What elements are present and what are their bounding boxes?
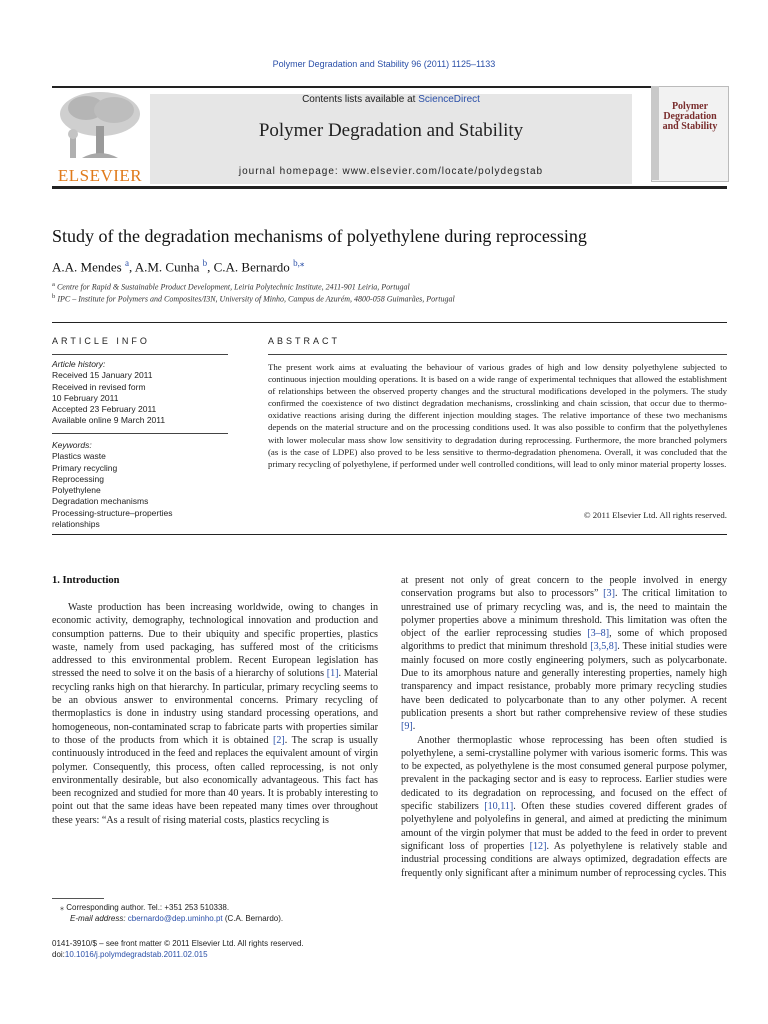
paragraph-text: . The critical limitation to unrestrained use of primary recycling was, and is, the need to maintain the polymer properties above a minimum threshold. This limitation was often the object of the earlier reprocessing studies [401,588,727,640]
keyword: Polyethylene [52,485,101,496]
paragraph [401,574,727,734]
affiliation [52,281,410,292]
keyword: Processing-structure–properties [52,507,173,518]
keywords [52,440,228,530]
contents-prefix: Contents lists available at [302,94,419,105]
citation-link[interactable]: [3] [603,588,615,600]
abstract-text: The present work aims at evaluating the behaviour of various grades of high and low density polyethylene subjected to continuous injection moulding operations. It is based on a wide range of experimental techniques that allowed the establishment of relationships between the observed property changes and the structural modifications developed in the polymers. The study confirmed the coexistence of two distinct degradation mechanisms, crosslinking and chain scission, that occur due to thermo-oxidative reactions arising during the different injection moulding stages. The relative importance of these two mechanisms depends on the material structure and on the processing conditions used. It was also possible to confirm that the polyethylenes with lower molecular mass show low sensitivity to degradation during reprocessing. Furthermore, the more branched polymers (as is the case of LDPE) also proved to be less sensitive to thermo-degradation phenomena. Overall, it was concluded that the primary recycling of polyethylene, if performed under well controlled conditions, will lead to only minor material property losses. [268,362,727,469]
history-item: Received in revised form [52,381,146,392]
keyword: Reprocessing [52,473,104,484]
keyword: relationships [52,519,100,530]
corresponding-author-note: ⁎ Corresponding author. Tel.: +351 253 510338. [60,903,230,912]
doi-line [52,950,208,959]
keyword: Primary recycling [52,462,118,473]
sciencedirect-link[interactable]: ScienceDirect [418,94,480,105]
history-label: Article history: [52,359,106,369]
citation-link[interactable]: [3,5,8] [590,641,618,653]
section-divider [52,322,727,323]
paragraph-text: Waste production has been increasing worldwide, owing to changes in economic activity, demography, technological innovation and production and consumption patterns. Due to their ubiquity and specific properties, plastics waste, namely from used packaging, has suffered most of the criticisms addressed to this environmental problem. Recent European legislation has stressed the need to solve it on the basis of a hierarchy of solutions [52,602,378,680]
abstract-rule [268,354,727,355]
article-title: Study of the degradation mechanisms of polyethylene during reprocessing [52,226,587,246]
citation-link[interactable]: [1] [326,668,339,680]
paragraph [52,601,378,827]
abstract-copyright: © 2011 Elsevier Ltd. All rights reserved. [583,510,727,520]
author-list: A.A. Mendes $^a$, A.M. Cunha $^b$, C.A. Bernardo $^{b,⁎}$ [52,258,305,275]
paragraph-text: . Often these studies covered different grades of polyethylene and polyolefins in general, and aimed at predicting the minimum amount of the virgin polymer that must be added to the feed in order to prevent significant loss of properties [401,801,727,852]
header-top-rule [52,86,727,88]
footnote-rule [52,898,104,899]
citation-link[interactable]: [3–8] [587,628,610,640]
history-item: Accepted 23 February 2011 [52,404,157,415]
keywords-label: Keywords: [52,440,92,450]
citation-link[interactable]: [9] [401,721,413,733]
article-history [52,359,228,427]
author-name[interactable]: C.A. Bernardo [213,259,290,275]
issn-line: 0141-3910/$ – see front matter © 2011 Elsevier Ltd. All rights reserved. [52,939,304,948]
history-item: 10 February 2011 [52,392,119,403]
keyword: Plastics waste [52,451,106,462]
author-affiliation-mark[interactable]: b [202,258,208,268]
history-item: Received 15 January 2011 [52,370,153,381]
contents-line [150,94,632,105]
paragraph [401,734,727,880]
journal-homepage[interactable]: journal homepage: www.elsevier.com/locate/polydegstab [238,166,544,177]
citation-link[interactable]: [2] [273,734,285,746]
citation-link[interactable]: [10,11] [484,801,514,813]
author-affiliation-mark[interactable]: b,⁎ [293,258,305,268]
journal-title: Polymer Degradation and Stability [258,120,524,141]
keyword: Degradation mechanisms [52,496,149,507]
header-bottom-rule [52,186,727,189]
email-label: E-mail address: [70,914,128,923]
publisher-name: ELSEVIER [57,166,143,185]
doi-link[interactable]: 10.1016/j.polymdegradstab.2011.02.015 [64,950,208,959]
affiliation-text: Centre for Rapid & Sustainable Product Development, Leiria Polytechnic Institute, 2411-901 Leiria, Portugal [56,282,410,292]
citation-link[interactable]: [12] [529,840,547,852]
cover-spine [651,86,659,180]
paragraph-text: , some of which proposed algorithms to predict that minimum threshold [401,628,727,653]
author-affiliation-mark[interactable]: a [124,258,129,268]
affiliation-text: IPC – Institute for Polymers and Composites/I3N, University of Minho, Campus de Azurém, 4800-058 Guimarães, Portugal [57,294,455,304]
affiliation-mark: a [52,281,55,288]
section-divider [52,534,727,535]
email-link[interactable]: cbernardo@dep.uminho.pt [127,914,223,923]
paragraph-text: at present not only of great concern to the people involved in energy conservation programs but also to processors” [401,575,727,600]
abstract-heading: ABSTRACT [268,336,341,346]
journal-reference[interactable]: Polymer Degradation and Stability 96 (2011) 1125–1133 [272,59,496,69]
doi-label: doi: [52,950,65,959]
affiliation [52,293,455,304]
introduction-heading: 1. Introduction [52,575,120,586]
article-info-rule [52,433,228,434]
email-note [70,914,283,923]
paragraph-text: . Material recycling ranks high on that hierarchy. In particular, primary recycling seems to be an obvious answer to environmental concerns. Primary recycling of thermoplastics is done in industry using standard processing operations, and homogeneous, non-contaminated scrap to fabricate parts with properties similar to those of the products from which it is obtained [52,668,378,746]
author-name[interactable]: A.A. Mendes [52,259,122,275]
article-info-heading: ARTICLE INFO [52,336,150,346]
paragraph-text: . The scrap is usually continuously introduced in the feed and replaces the equivalent amount of virgin polymer. Consequently, this process, often called reprocessing, is not only environmentally desirable, but also economically advantageous. This fact has been recognized and studied for more than 40 years. It is probably interesting to point out that the same ideas have been repeated many times over throughout these years: “As a result of rising material costs, plastics recycling is [52,734,378,826]
paragraph-text: Another thermoplastic whose reprocessing has been often studied is polyethylene, a semi-crystalline polymer with various isomeric forms. This was to be expected, as polyethylene is the most consumed general purpose polymer, prevalent in the packaging sector and is easy to reprocess. Earlier studies were dedicated to its degradation on reprocessing, and focused on the effect of specific stabilizers [401,734,727,813]
history-item: Available online 9 March 2011 [52,415,166,426]
cover-title: Polymer Degradation and Stability [662,101,718,132]
article-info-rule [52,354,228,355]
right-column [401,574,727,880]
paragraph-text: . As polyethylene is relatively stable and industrial processing conditions are always optimized, degradation effects are frequently only significant after a minimum number of reprocessing cycles. This [401,840,727,879]
paragraph-text: . [412,721,416,733]
left-column [52,601,378,827]
paragraph-text: . These initial studies were mainly focused on more costly engineering polymers, such as polycarbonate. Due to its amorphous nature and generally interesting properties, namely high transparency and impact resistance, probably more primary recycling studies have been dedicated to polycarbonate than to any other polymer. A recent publication presents a short but rather comprehensive review of these studies [401,641,727,719]
affiliation-mark: b [52,293,56,300]
author-name[interactable]: A.M. Cunha [134,259,200,275]
email-suffix: (C.A. Bernardo). [222,914,284,923]
